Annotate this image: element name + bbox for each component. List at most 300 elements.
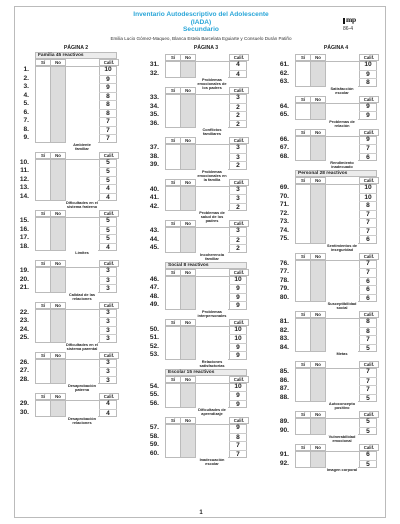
si-header: Sí xyxy=(35,260,51,267)
item-number: 22. xyxy=(19,308,29,316)
no-column xyxy=(51,67,66,142)
item-number: 35. xyxy=(149,111,159,118)
column-headers xyxy=(165,417,247,424)
authors: Emilia Lucio Gómez-Maqueo, Blanca Estela Barcelata Eguiarte y Consuelo Durán Patiño xyxy=(110,36,292,41)
item-score: 7 xyxy=(359,268,377,277)
item-number: 38. xyxy=(149,152,159,160)
no-header: No xyxy=(50,393,66,400)
si-column xyxy=(36,160,51,201)
no-header: No xyxy=(180,319,196,326)
calif-header: Calif. xyxy=(359,361,379,368)
item-score: 7 xyxy=(359,144,377,153)
item-number: 26. xyxy=(19,358,29,366)
item-score: 2 xyxy=(229,103,247,112)
item-number: 76. xyxy=(279,259,289,267)
column-headers xyxy=(165,319,247,326)
si-header: Sí xyxy=(165,220,181,227)
scale-label: Autoconcepto positivo xyxy=(326,401,358,410)
item-score: 10 xyxy=(359,193,377,202)
item-number: 88. xyxy=(279,393,289,401)
item-score: 3 xyxy=(99,334,117,343)
page-number: 1 xyxy=(199,510,203,516)
si-header: Sí xyxy=(165,179,181,186)
no-column xyxy=(51,268,66,292)
item-number: 42. xyxy=(149,202,159,210)
no-column xyxy=(51,310,66,342)
item-number: 24. xyxy=(19,325,29,333)
si-header: Sí xyxy=(165,376,181,383)
item-number: 25. xyxy=(19,334,29,341)
item-score: 3 xyxy=(236,144,240,151)
column-headers xyxy=(295,129,377,136)
item-score: 2 xyxy=(229,244,247,253)
column-headers xyxy=(35,210,117,217)
item-number: 41. xyxy=(149,194,159,201)
item-score: 5 xyxy=(359,460,377,469)
scale-label: Inadecuación escolar xyxy=(196,457,228,466)
si-column xyxy=(36,360,51,384)
item-score: 5 xyxy=(99,226,117,235)
no-header: No xyxy=(310,444,326,451)
scale-label: Satisfacción escolar xyxy=(326,86,358,95)
no-header: No xyxy=(310,54,326,61)
si-header: Sí xyxy=(165,269,181,276)
no-header: No xyxy=(310,253,326,260)
item-score: 8 xyxy=(229,433,247,442)
item-number: 51. xyxy=(149,334,159,341)
item-score: 8 xyxy=(359,327,377,336)
no-column xyxy=(181,187,196,211)
item-number: 36. xyxy=(149,119,159,127)
item-number: 20. xyxy=(19,275,29,283)
calif-header: Calif. xyxy=(99,152,119,159)
item-score: 7 xyxy=(359,227,377,236)
item-number: 91. xyxy=(279,451,289,458)
item-score: 4 xyxy=(99,243,117,252)
no-header: No xyxy=(180,137,196,144)
no-header: No xyxy=(310,129,326,136)
no-column xyxy=(51,160,66,201)
no-column xyxy=(311,261,326,302)
item-score: 9 xyxy=(229,351,247,360)
calif-header: Calif. xyxy=(99,352,119,359)
column-headers xyxy=(35,302,117,309)
si-header: Sí xyxy=(165,87,181,94)
no-header: No xyxy=(50,210,66,217)
item-score: 7 xyxy=(359,385,377,394)
no-column xyxy=(311,185,326,243)
item-score: 5 xyxy=(106,217,110,224)
calif-header: Calif. xyxy=(99,393,119,400)
no-header: No xyxy=(180,179,196,186)
si-header: Sí xyxy=(35,393,51,400)
no-header: No xyxy=(180,54,196,61)
item-number: 47. xyxy=(149,284,159,291)
item-score: 2 xyxy=(229,120,247,129)
si-column xyxy=(166,384,181,408)
item-score: 7 xyxy=(99,134,117,143)
item-score: 7 xyxy=(99,117,117,126)
si-column xyxy=(166,187,181,211)
calif-header: Calif. xyxy=(359,253,379,260)
sheet-title xyxy=(15,11,387,34)
item-score: 3 xyxy=(106,308,110,316)
no-column xyxy=(181,425,196,457)
item-score: 9 xyxy=(236,424,240,431)
item-number: 82. xyxy=(279,326,289,334)
item-number: 86. xyxy=(279,376,289,384)
item-score: 10 xyxy=(104,66,112,73)
item-number: 71. xyxy=(279,201,289,208)
item-score: 3 xyxy=(236,94,240,101)
scale-label: Rendimiento inadecuado xyxy=(326,160,358,169)
scale-label: Ambiente familiar xyxy=(66,142,98,151)
item-score: 3 xyxy=(99,376,117,385)
item-score: 4 xyxy=(99,184,117,193)
si-header: Sí xyxy=(295,361,311,368)
item-number: 21. xyxy=(19,284,29,291)
item-number: 75. xyxy=(279,235,289,242)
item-number: 89. xyxy=(279,418,289,425)
item-score: 7 xyxy=(366,259,370,267)
item-number: 53. xyxy=(149,351,159,358)
calif-header: Calif. xyxy=(99,59,119,66)
si-column xyxy=(166,95,181,127)
column-headers xyxy=(165,269,247,276)
item-score: 8 xyxy=(359,78,377,87)
no-column xyxy=(51,401,66,416)
item-number: 39. xyxy=(149,161,159,168)
calif-header: Calif. xyxy=(229,417,249,424)
no-column xyxy=(51,360,66,384)
item-number: 40. xyxy=(149,185,159,193)
no-header: No xyxy=(50,59,66,66)
item-number: 15. xyxy=(19,217,29,224)
si-header: Sí xyxy=(295,253,311,260)
item-score: 2 xyxy=(229,236,247,245)
no-header: No xyxy=(310,411,326,418)
calif-header: Calif. xyxy=(229,319,249,326)
item-score: 4 xyxy=(106,400,110,407)
column-headers xyxy=(165,137,247,144)
si-column xyxy=(166,425,181,457)
item-score: 6 xyxy=(366,451,370,458)
si-header: Sí xyxy=(165,417,181,424)
scale-label: Relaciones satisfactorias xyxy=(196,359,228,368)
item-number: 31. xyxy=(149,61,159,68)
item-number: 17. xyxy=(19,234,29,241)
item-score: 9 xyxy=(99,83,117,92)
calif-header: Calif. xyxy=(99,302,119,309)
item-score: 9 xyxy=(229,391,247,400)
si-column xyxy=(36,218,51,250)
section-header: Social 8 reactivos xyxy=(165,262,247,269)
column-headers xyxy=(295,311,377,318)
item-number: 54. xyxy=(149,382,159,390)
item-number: 18. xyxy=(19,242,29,250)
no-column xyxy=(311,137,326,161)
item-score: 7 xyxy=(229,450,247,459)
no-header: No xyxy=(310,96,326,103)
si-header: Sí xyxy=(165,319,181,326)
item-score: 6 xyxy=(359,153,377,162)
item-score: 7 xyxy=(366,368,370,375)
si-header: Sí xyxy=(295,54,311,61)
item-number: 4. xyxy=(23,91,29,99)
item-number: 90. xyxy=(279,426,289,434)
item-number: 70. xyxy=(279,192,289,200)
calif-header: Calif. xyxy=(229,54,249,61)
item-number: 72. xyxy=(279,209,289,217)
no-column xyxy=(311,452,326,467)
answer-sheet xyxy=(14,6,386,518)
scale-label: Desaprobación paterna xyxy=(67,383,97,393)
item-score: 7 xyxy=(359,377,377,386)
no-column xyxy=(51,218,66,250)
item-number: 50. xyxy=(149,325,159,333)
item-number: 77. xyxy=(279,268,289,275)
item-number: 33. xyxy=(149,94,159,101)
item-score: 3 xyxy=(99,326,117,335)
column-headers xyxy=(295,96,377,103)
item-score: 5 xyxy=(99,176,117,185)
si-column xyxy=(166,62,181,77)
item-number: 92. xyxy=(279,459,289,467)
item-score: 5 xyxy=(359,394,377,403)
item-score: 5 xyxy=(359,427,377,436)
page-label: PÁGINA 3 xyxy=(193,45,219,51)
column-headers xyxy=(295,253,377,260)
item-score: 3 xyxy=(236,227,240,234)
column-headers xyxy=(165,376,247,383)
calif-header: Calif. xyxy=(99,210,119,217)
scale-label: Dificultades de aprendizaje xyxy=(196,407,228,416)
no-header: No xyxy=(50,260,66,267)
item-number: 65. xyxy=(279,111,289,118)
scale-label: Problemas emocionales de los padres xyxy=(197,77,227,91)
si-column xyxy=(166,277,181,309)
si-column xyxy=(296,62,311,86)
item-score: 3 xyxy=(99,276,117,285)
si-column xyxy=(166,228,181,252)
scale-label: Incoherencia familiar xyxy=(196,252,228,261)
item-number: 48. xyxy=(149,292,159,300)
no-header: No xyxy=(50,302,66,309)
section-header: Personal 28 reactivos xyxy=(295,170,377,177)
item-score: 10 xyxy=(234,325,242,333)
item-number: 32. xyxy=(149,69,159,77)
item-number: 7. xyxy=(23,117,29,124)
no-column xyxy=(181,145,196,169)
item-score: 7 xyxy=(99,126,117,135)
section-header: Familia 45 reactivos xyxy=(35,52,117,59)
scale-label: Desaprobación relaciones xyxy=(67,416,97,426)
item-score: 5 xyxy=(99,167,117,176)
column-headers xyxy=(295,444,377,451)
page-label: PÁGINA 2 xyxy=(63,45,89,51)
scale-label: Sentimientos de inseguridad xyxy=(326,242,358,252)
no-column xyxy=(311,419,326,434)
scale-label: Dificultades en el sistema fraterno xyxy=(66,200,98,210)
item-number: 11. xyxy=(20,167,29,174)
item-number: 9. xyxy=(23,134,29,141)
no-header: No xyxy=(180,376,196,383)
item-score: 9 xyxy=(229,284,247,293)
column-headers xyxy=(35,393,117,400)
item-number: 5. xyxy=(23,100,29,107)
item-score: 9 xyxy=(229,301,247,310)
si-column xyxy=(36,310,51,342)
item-number: 84. xyxy=(279,343,289,351)
column-headers xyxy=(165,54,247,61)
item-score: 9 xyxy=(366,102,370,110)
column-headers xyxy=(165,179,247,186)
item-score: 7 xyxy=(359,335,377,344)
item-number: 61. xyxy=(279,61,289,68)
item-score: 7 xyxy=(359,210,377,219)
scale-label: Vulnerabilidad emocional xyxy=(326,434,358,443)
item-score: 8 xyxy=(99,100,117,109)
no-header: No xyxy=(310,177,326,184)
calif-header: Calif. xyxy=(229,376,249,383)
calif-header: Calif. xyxy=(359,54,379,61)
si-header: Sí xyxy=(35,152,51,159)
calif-header: Calif. xyxy=(229,87,249,94)
si-header: Sí xyxy=(165,54,181,61)
item-score: 9 xyxy=(359,70,377,79)
item-number: 58. xyxy=(149,432,159,440)
no-column xyxy=(311,104,326,119)
item-score: 3 xyxy=(99,317,117,326)
no-column xyxy=(181,62,196,77)
scale-label: Susceptibilidad social xyxy=(327,301,357,311)
item-number: 19. xyxy=(19,267,29,274)
item-number: 13. xyxy=(19,184,29,191)
item-score: 3 xyxy=(229,194,247,203)
item-number: 60. xyxy=(149,449,159,457)
no-column xyxy=(311,319,326,351)
si-column xyxy=(296,137,311,161)
item-number: 73. xyxy=(279,218,289,225)
column-headers xyxy=(35,59,117,66)
item-number: 10. xyxy=(19,158,29,166)
item-score: 10 xyxy=(234,382,242,390)
item-number: 43. xyxy=(149,227,159,234)
scale-label: Conflictos familiares xyxy=(196,127,228,136)
no-column xyxy=(311,62,326,86)
column-headers xyxy=(165,87,247,94)
si-header: Sí xyxy=(295,311,311,318)
si-header: Sí xyxy=(295,177,311,184)
si-column xyxy=(296,452,311,467)
item-score: 2 xyxy=(229,203,247,212)
item-number: 83. xyxy=(279,335,289,342)
no-header: No xyxy=(180,87,196,94)
item-number: 81. xyxy=(279,318,289,325)
no-column xyxy=(311,369,326,401)
item-number: 45. xyxy=(149,244,159,251)
item-number: 44. xyxy=(149,235,159,243)
si-column xyxy=(296,419,311,434)
item-number: 68. xyxy=(279,152,289,160)
calif-header: Calif. xyxy=(229,269,249,276)
column-headers xyxy=(295,177,377,184)
item-number: 14. xyxy=(19,192,29,200)
item-score: 5 xyxy=(99,234,117,243)
item-number: 56. xyxy=(149,399,159,407)
no-header: No xyxy=(180,220,196,227)
item-number: 34. xyxy=(149,102,159,110)
item-score: 3 xyxy=(229,153,247,162)
si-header: Sí xyxy=(295,129,311,136)
no-header: No xyxy=(50,152,66,159)
item-number: 2. xyxy=(23,74,29,82)
scale-label: Problemas de salud de los padres xyxy=(196,210,228,224)
item-number: 62. xyxy=(279,69,289,77)
item-number: 69. xyxy=(279,184,289,191)
item-number: 23. xyxy=(19,317,29,324)
item-number: 67. xyxy=(279,144,289,151)
si-header: Sí xyxy=(35,59,51,66)
item-number: 27. xyxy=(19,367,29,374)
item-score: 10 xyxy=(234,275,242,283)
item-score: 5 xyxy=(366,418,370,425)
calif-header: Calif. xyxy=(359,129,379,136)
column-headers xyxy=(295,361,377,368)
scale-label: Calidad de las relaciones xyxy=(66,292,98,301)
item-score: 3 xyxy=(106,358,110,366)
no-header: No xyxy=(180,417,196,424)
item-number: 37. xyxy=(149,144,159,151)
item-number: 16. xyxy=(19,225,29,233)
section-header: Escolar 15 reactivos xyxy=(165,369,247,376)
column-headers xyxy=(35,152,117,159)
no-header: No xyxy=(50,352,66,359)
item-score: 9 xyxy=(229,343,247,352)
item-score: 4 xyxy=(236,61,240,68)
item-score: 3 xyxy=(106,267,110,274)
si-column xyxy=(296,185,311,243)
calif-header: Calif. xyxy=(99,260,119,267)
item-score: 2 xyxy=(229,111,247,120)
si-column xyxy=(36,67,51,142)
si-column xyxy=(166,327,181,359)
si-column xyxy=(36,268,51,292)
si-header: Sí xyxy=(295,444,311,451)
form-code: 86-4 xyxy=(343,26,354,32)
item-score: 3 xyxy=(99,367,117,376)
si-header: Sí xyxy=(35,352,51,359)
column-headers xyxy=(295,54,377,61)
calif-header: Calif. xyxy=(229,179,249,186)
item-number: 1. xyxy=(23,66,29,73)
item-number: 64. xyxy=(279,102,289,110)
item-score: 9 xyxy=(229,400,247,409)
item-number: 3. xyxy=(23,83,29,90)
si-column xyxy=(296,319,311,351)
scale-label: Imagen corporal xyxy=(326,467,358,472)
item-score: 3 xyxy=(99,284,117,293)
item-number: 78. xyxy=(279,276,289,284)
item-number: 55. xyxy=(149,391,159,398)
calif-header: Calif. xyxy=(359,411,379,418)
item-score: 6 xyxy=(359,285,377,294)
si-header: Sí xyxy=(295,411,311,418)
calif-header: Calif. xyxy=(359,177,379,184)
item-score: 9 xyxy=(359,111,377,120)
no-header: No xyxy=(180,269,196,276)
calif-header: Calif. xyxy=(229,137,249,144)
